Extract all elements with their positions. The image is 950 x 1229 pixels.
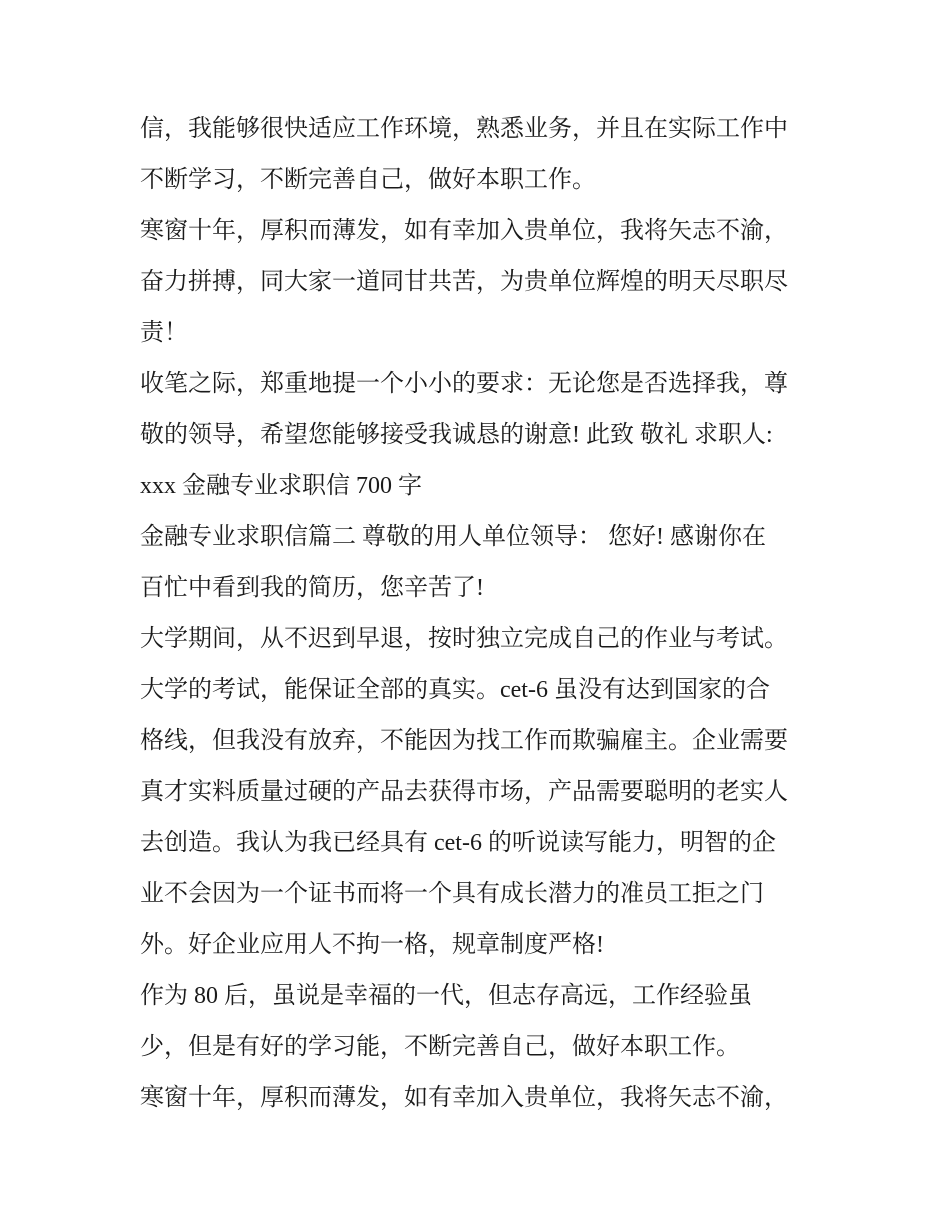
text-line: 格线，但我没有放弃，不能因为找工作而欺骗雇主。企业需要 xyxy=(140,728,788,754)
text-line: 真才实料质量过硬的产品去获得市场，产品需要聪明的老实人 xyxy=(140,779,788,805)
text-line: 金融专业求职信篇二 尊敬的用人单位领导： 您好! 感谢你在 xyxy=(140,524,766,550)
text-line: 敬的领导，希望您能够接受我诚恳的谢意! 此致 敬礼 求职人: xyxy=(140,422,773,448)
text-line: 信，我能够很快适应工作环境，熟悉业务，并且在实际工作中 xyxy=(140,116,788,142)
text-line: 少，但是有好的学习能，不断完善自己，做好本职工作。 xyxy=(140,1034,740,1060)
text-line: 去创造。我认为我已经具有 cet-6 的听说读写能力，明智的企 xyxy=(140,830,776,856)
text-line: 奋力拼搏，同大家一道同甘共苦，为贵单位辉煌的明天尽职尽 xyxy=(140,269,788,295)
text-line: 外。好企业应用人不拘一格，规章制度严格! xyxy=(140,932,604,958)
letter-body xyxy=(140,108,820,1128)
text-line: 寒窗十年，厚积而薄发，如有幸加入贵单位，我将矢志不渝， xyxy=(140,1085,788,1111)
text-line: 不断学习，不断完善自己，做好本职工作。 xyxy=(140,167,596,193)
text-line: 收笔之际，郑重地提一个小小的要求：无论您是否选择我，尊 xyxy=(140,371,788,397)
text-line: 大学期间，从不迟到早退，按时独立完成自己的作业与考试。 xyxy=(140,626,788,652)
text-line: 责！ xyxy=(140,320,188,346)
text-line: 寒窗十年，厚积而薄发，如有幸加入贵单位，我将矢志不渝， xyxy=(140,218,788,244)
text-line: 作为 80 后，虽说是幸福的一代，但志存高远，工作经验虽 xyxy=(140,983,752,1009)
text-line: 百忙中看到我的简历，您辛苦了! xyxy=(140,575,484,601)
text-line: 大学的考试，能保证全部的真实。cet-6 虽没有达到国家的合 xyxy=(140,677,770,703)
text-line: 业不会因为一个证书而将一个具有成长潜力的准员工拒之门 xyxy=(140,881,764,907)
text-line: xxx 金融专业求职信 700 字 xyxy=(140,473,422,499)
